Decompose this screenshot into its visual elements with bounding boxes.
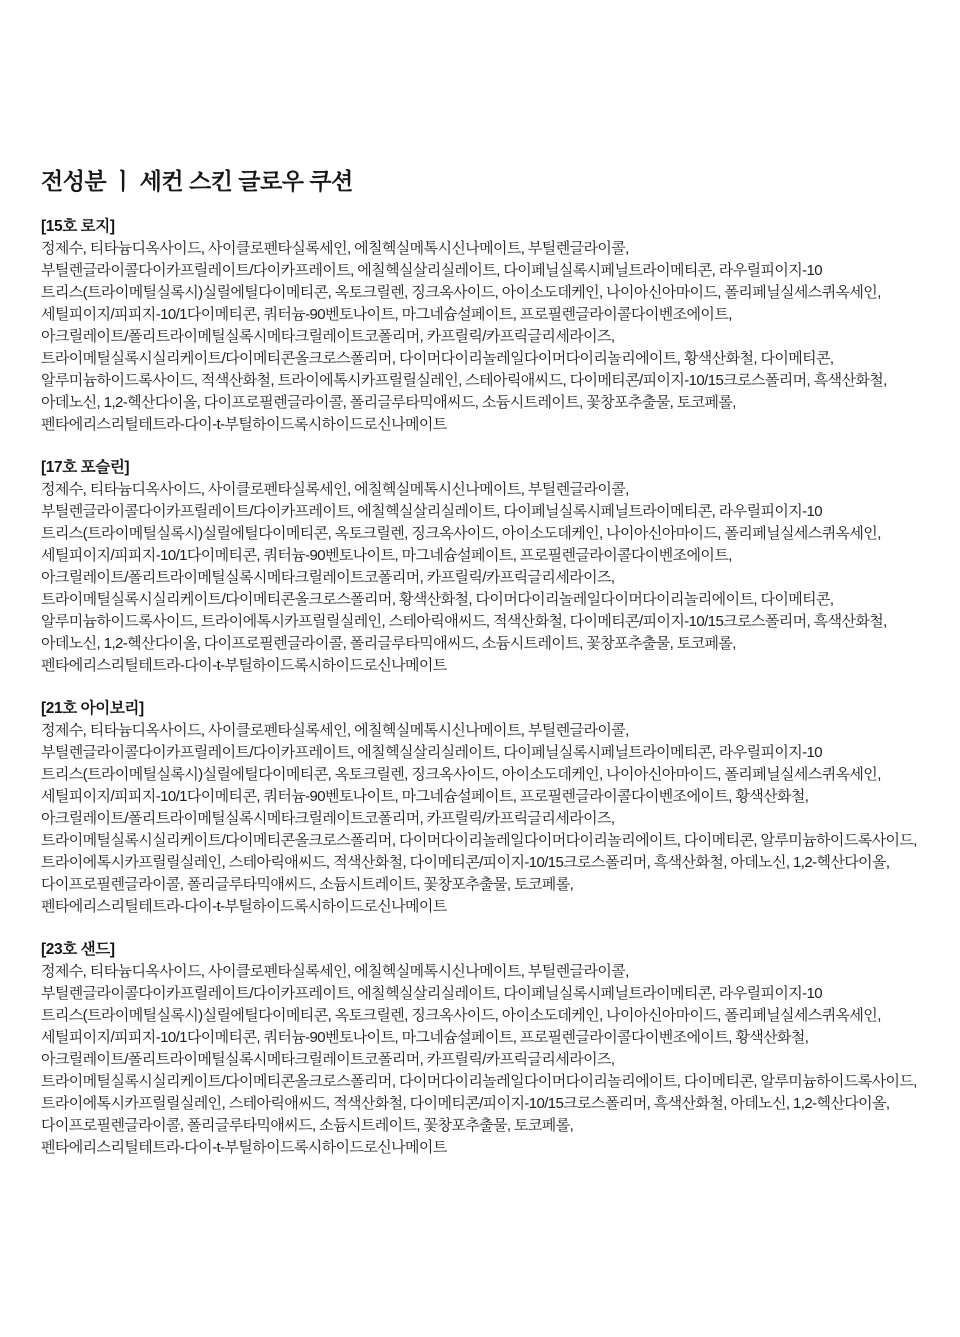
ingredient-line: 아크릴레이트/폴리트라이메틸실록시메타크릴레이트코폴리머, 카프릴릭/카프릭글리세라이즈,: [41, 569, 615, 586]
ingredient-line: 아크릴레이트/폴리트라이메틸실록시메타크릴레이트코폴리머, 카프릴릭/카프릭글리세라이즈,: [41, 810, 615, 827]
ingredient-line: 다이프로필렌글라이콜, 폴리글루타믹애씨드, 소듐시트레이트, 꽃창포추출물, 토코페롤,: [41, 876, 574, 893]
ingredient-line: 정제수, 티타늄디옥사이드, 사이클로펜타실록세인, 에칠헥실메톡시신나메이트, 부틸렌글라이콜,: [41, 963, 629, 980]
ingredient-line: 트리스(트라이메틸실록시)실릴에틸다이메티콘, 옥토크릴렌, 징크옥사이드, 아이소도데케인, 나이아신아마이드, 폴리페닐실세스퀴옥세인,: [41, 766, 881, 783]
shade-section-23-sand: [41, 939, 922, 1159]
ingredient-line: 펜타에리스리틸테트라-다이-t-부틸하이드록시하이드로신나메이트: [41, 898, 447, 915]
ingredient-line: 펜타에리스리틸테트라-다이-t-부틸하이드록시하이드로신나메이트: [41, 416, 447, 433]
ingredient-line: 정제수, 티타늄디옥사이드, 사이클로펜타실록세인, 에칠헥실메톡시신나메이트, 부틸렌글라이콜,: [41, 240, 629, 257]
ingredient-line: 트라이메틸실록시실리케이트/다이메티콘올크로스폴리머, 황색산화철, 다이머다이리놀레일다이머다이리놀리에이트, 다이메티콘,: [41, 591, 834, 608]
shade-heading: [21호 아이보리]: [41, 700, 144, 717]
ingredient-line: 펜타에리스리틸테트라-다이-t-부틸하이드록시하이드로신나메이트: [41, 657, 447, 674]
ingredient-line: 트라이메틸실록시실리케이트/다이메티콘올크로스폴리머, 다이머다이리놀레일다이머다이리놀리에이트, 다이메티콘, 알루미늄하이드록사이드,: [41, 1073, 917, 1090]
shade-section-15-rosy: [41, 216, 922, 436]
ingredient-line: 트리스(트라이메틸실록시)실릴에틸다이메티콘, 옥토크릴렌, 징크옥사이드, 아이소도데케인, 나이아신아마이드, 폴리페닐실세스퀴옥세인,: [41, 525, 881, 542]
shade-heading: [17호 포슬린]: [41, 459, 130, 476]
ingredient-line: 펜타에리스리틸테트라-다이-t-부틸하이드록시하이드로신나메이트: [41, 1139, 447, 1156]
ingredient-line: 알루미늄하이드록사이드, 트라이에톡시카프릴릴실레인, 스테아릭애씨드, 적색산화철, 다이메티콘/피이지-10/15크로스폴리머, 흑색산화철,: [41, 613, 887, 630]
ingredient-line: 다이프로필렌글라이콜, 폴리글루타믹애씨드, 소듐시트레이트, 꽃창포추출물, 토코페롤,: [41, 1117, 574, 1134]
ingredient-line: 알루미늄하이드록사이드, 적색산화철, 트라이에톡시카프릴릴실레인, 스테아릭애씨드, 다이메티콘/피이지-10/15크로스폴리머, 흑색산화철,: [41, 372, 887, 389]
ingredient-line: 세틸피이지/피피지-10/1다이메티콘, 쿼터늄-90벤토나이트, 마그네슘설페이트, 프로필렌글라이콜다이벤조에이트,: [41, 306, 732, 323]
ingredient-line: 아데노신, 1,2-헥산다이올, 다이프로필렌글라이콜, 폴리글루타믹애씨드, 소듐시트레이트, 꽃창포추출물, 토코페롤,: [41, 394, 736, 411]
ingredient-line: 트라이메틸실록시실리케이트/다이메티콘올크로스폴리머, 다이머다이리놀레일다이머다이리놀리에이트, 다이메티콘, 알루미늄하이드록사이드,: [41, 832, 917, 849]
ingredient-line: 아크릴레이트/폴리트라이메틸실록시메타크릴레이트코폴리머, 카프릴릭/카프릭글리세라이즈,: [41, 1051, 615, 1068]
ingredient-line: 부틸렌글라이콜다이카프릴레이트/다이카프레이트, 에칠헥실살리실레이트, 다이페닐실록시페닐트라이메티콘, 라우릴피이지-10: [41, 985, 823, 1002]
page-title: 전성분 ㅣ 세컨 스킨 글로우 쿠션: [41, 168, 353, 194]
ingredient-line: 트리스(트라이메틸실록시)실릴에틸다이메티콘, 옥토크릴렌, 징크옥사이드, 아이소도데케인, 나이아신아마이드, 폴리페닐실세스퀴옥세인,: [41, 284, 881, 301]
shade-heading: [23호 샌드]: [41, 941, 115, 958]
ingredient-line: 세틸피이지/피피지-10/1다이메티콘, 쿼터늄-90벤토나이트, 마그네슘설페이트, 프로필렌글라이콜다이벤조에이트,: [41, 547, 732, 564]
ingredient-line: 세틸피이지/피피지-10/1다이메티콘, 쿼터늄-90벤토나이트, 마그네슘설페이트, 프로필렌글라이콜다이벤조에이트, 황색산화철,: [41, 788, 809, 805]
shade-section-21-ivory: [41, 698, 922, 918]
ingredient-line: 정제수, 티타늄디옥사이드, 사이클로펜타실록세인, 에칠헥실메톡시신나메이트, 부틸렌글라이콜,: [41, 722, 629, 739]
shade-section-17-porcelain: [41, 457, 922, 677]
ingredient-line: 부틸렌글라이콜다이카프릴레이트/다이카프레이트, 에칠헥실살리실레이트, 다이페닐실록시페닐트라이메티콘, 라우릴피이지-10: [41, 503, 823, 520]
ingredient-line: 부틸렌글라이콜다이카프릴레이트/다이카프레이트, 에칠헥실살리실레이트, 다이페닐실록시페닐트라이메티콘, 라우릴피이지-10: [41, 262, 823, 279]
ingredient-line: 아데노신, 1,2-헥산다이올, 다이프로필렌글라이콜, 폴리글루타믹애씨드, 소듐시트레이트, 꽃창포추출물, 토코페롤,: [41, 635, 736, 652]
ingredient-line: 세틸피이지/피피지-10/1다이메티콘, 쿼터늄-90벤토나이트, 마그네슘설페이트, 프로필렌글라이콜다이벤조에이트, 황색산화철,: [41, 1029, 809, 1046]
ingredient-line: 부틸렌글라이콜다이카프릴레이트/다이카프레이트, 에칠헥실살리실레이트, 다이페닐실록시페닐트라이메티콘, 라우릴피이지-10: [41, 744, 823, 761]
ingredient-line: 트라이에톡시카프릴릴실레인, 스테아릭애씨드, 적색산화철, 다이메티콘/피이지-10/15크로스폴리머, 흑색산화철, 아데노신, 1,2-헥산다이올,: [41, 1095, 890, 1112]
document-content: [41, 168, 922, 1180]
ingredient-line: 트라이메틸실록시실리케이트/다이메티콘올크로스폴리머, 다이머다이리놀레일다이머다이리놀리에이트, 황색산화철, 다이메티콘,: [41, 350, 834, 367]
ingredient-line: 트리스(트라이메틸실록시)실릴에틸다이메티콘, 옥토크릴렌, 징크옥사이드, 아이소도데케인, 나이아신아마이드, 폴리페닐실세스퀴옥세인,: [41, 1007, 881, 1024]
ingredient-line: 트라이에톡시카프릴릴실레인, 스테아릭애씨드, 적색산화철, 다이메티콘/피이지-10/15크로스폴리머, 흑색산화철, 아데노신, 1,2-헥산다이올,: [41, 854, 890, 871]
ingredient-line: 정제수, 티타늄디옥사이드, 사이클로펜타실록세인, 에칠헥실메톡시신나메이트, 부틸렌글라이콜,: [41, 481, 629, 498]
ingredient-line: 아크릴레이트/폴리트라이메틸실록시메타크릴레이트코폴리머, 카프릴릭/카프릭글리세라이즈,: [41, 328, 615, 345]
shade-heading: [15호 로지]: [41, 218, 115, 235]
